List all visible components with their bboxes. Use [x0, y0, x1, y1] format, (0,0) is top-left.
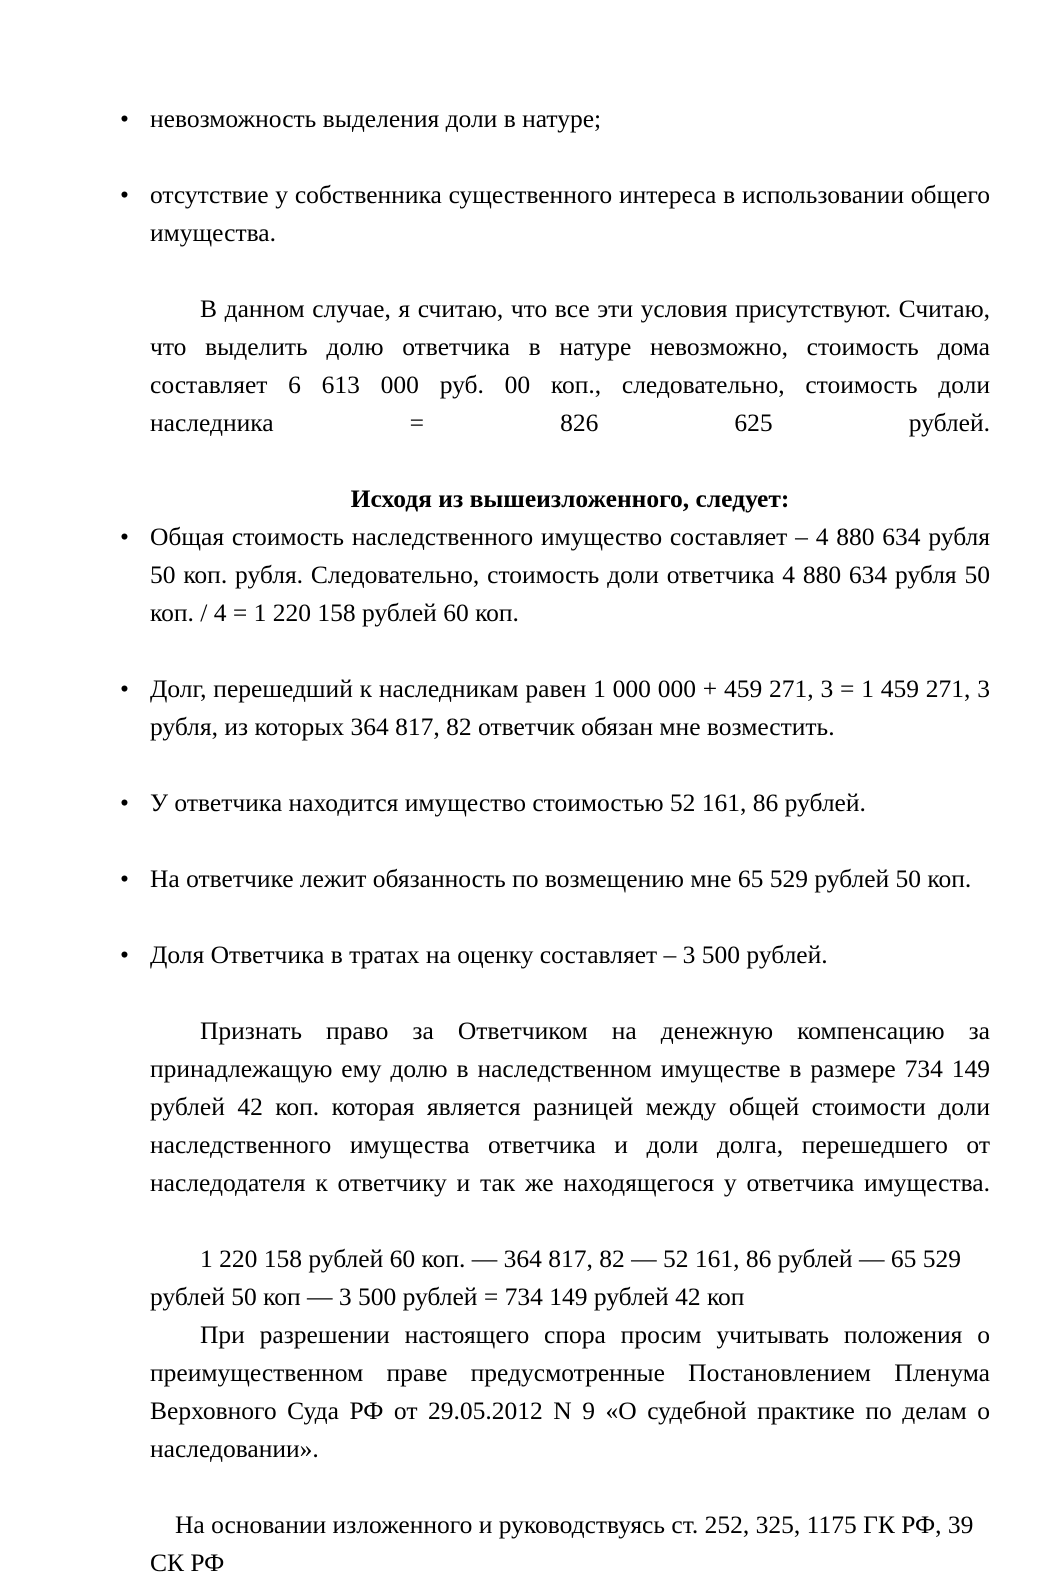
- bullet-icon: •: [120, 940, 129, 969]
- heading-conclusion: Исходя из вышеизложенного, следует:: [350, 484, 790, 513]
- paragraph-calculation: 1 220 158 рублей 60 коп. — 364 817, 82 — 52 161, 86 рублей — 65 529 рублей 50 коп — 3 500 рублей = 734 149 рублей 42 коп: [150, 1244, 961, 1311]
- bullet-icon: •: [120, 674, 129, 703]
- list-item-text: невозможность выделения доли в натуре;: [150, 104, 602, 133]
- list-item-text: Общая стоимость наследственного имущество составляет – 4 880 634 рубля 50 коп. рубля. Следовательно, стоимость доли ответчика 4 880 634 рубля 50 коп. / 4 = 1 220 158 рублей 60 коп.: [150, 522, 990, 627]
- paragraph-basis: На основании изложенного и руководствуясь ст. 252, 325, 1175 ГК РФ, 39 СК РФ: [150, 1510, 974, 1577]
- list-item-text: У ответчика находится имущество стоимостью 52 161, 86 рублей.: [150, 788, 866, 817]
- bullet-icon: •: [120, 104, 129, 133]
- list-item: [120, 936, 990, 1012]
- list-item: [120, 518, 990, 670]
- list-item: [120, 784, 990, 860]
- list-item-text: На ответчике лежит обязанность по возмещению мне 65 529 рублей 50 коп.: [150, 864, 972, 893]
- conclusions-list: [120, 518, 990, 1012]
- bullet-icon: •: [120, 180, 129, 209]
- list-item: [120, 100, 990, 176]
- bullet-icon: •: [120, 522, 129, 551]
- bullet-icon: •: [120, 788, 129, 817]
- list-item: [120, 860, 990, 936]
- paragraph-compensation: Признать право за Ответчиком на денежную компенсацию за принадлежащую ему долю в наследственном имуществе в размере 734 149 рублей 42 коп. которая является разницей между общей стоимости доли наследственного имущества ответчика и доли долга, перешедшего от наследодателя к ответчику и так же находящегося у ответчика имущества.: [150, 1016, 990, 1197]
- paragraph-case: В данном случае, я считаю, что все эти условия присутствуют. Считаю, что выделить долю ответчика в натуре невозможно, стоимость дома составляет 6 613 000 руб. 00 коп., следовательно, стоимость доли наследника = 826 625 рублей.: [150, 294, 990, 437]
- list-item-text: отсутствие у собственника существенного интереса в использовании общего имущества.: [150, 180, 990, 247]
- list-item-text: Долг, перешедший к наследникам равен 1 000 000 + 459 271, 3 = 1 459 271, 3 рубля, из которых 364 817, 82 ответчик обязан мне возместить.: [150, 674, 990, 741]
- paragraph-plenum: При разрешении настоящего спора просим учитывать положения о преимущественном праве предусмотренные Постановлением Пленума Верховного Суда РФ от 29.05.2012 N 9 «О судебной практике по делам о наследовании».: [150, 1320, 990, 1463]
- bullet-icon: •: [120, 864, 129, 893]
- list-item: [120, 670, 990, 784]
- list-item: [120, 176, 990, 290]
- list-item-text: Доля Ответчика в тратах на оценку составляет – 3 500 рублей.: [150, 940, 828, 969]
- document-body: [120, 100, 990, 1582]
- conditions-list: [120, 100, 990, 290]
